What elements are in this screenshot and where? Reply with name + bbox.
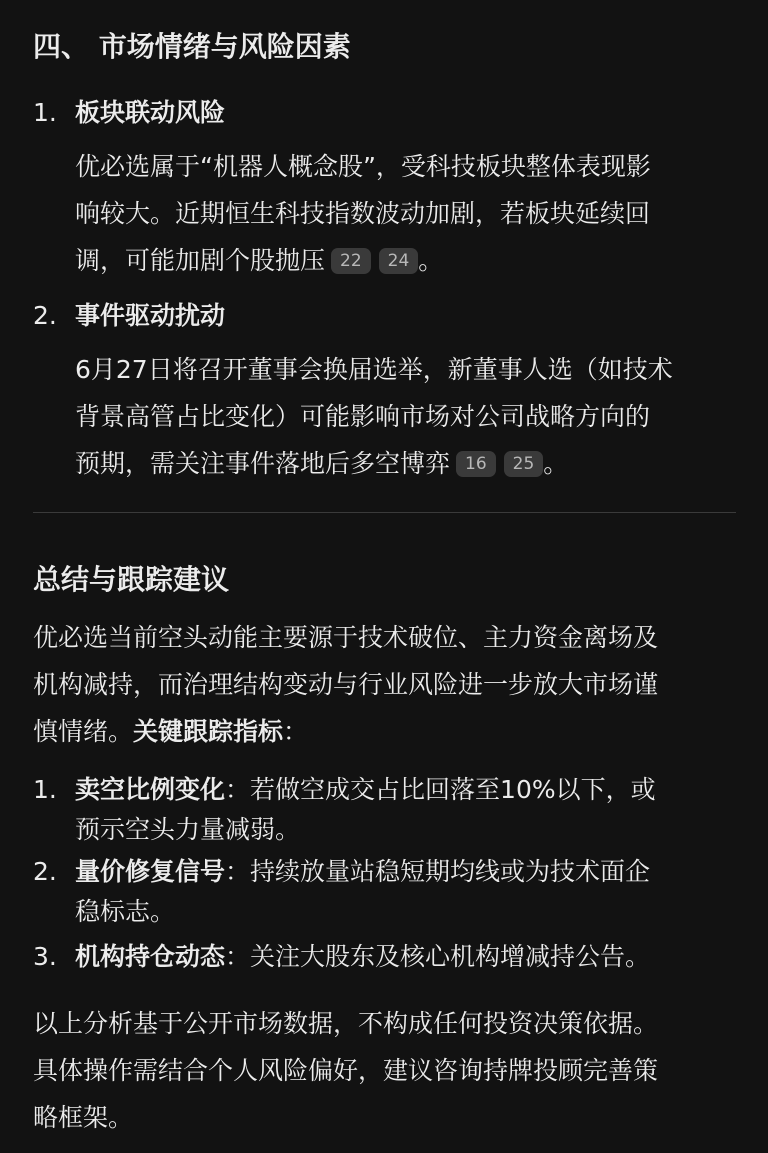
citation-badge[interactable]: 24 xyxy=(379,248,419,274)
text-span: 。 xyxy=(543,449,569,478)
list-item xyxy=(33,296,736,487)
section-heading: 总结与跟踪建议 xyxy=(33,563,230,596)
text-line: 机构减持，而治理结构变动与行业风险进一步放大市场谨 xyxy=(33,670,659,699)
text-span: 。 xyxy=(418,246,444,275)
list-number: 1. xyxy=(33,98,57,127)
citation-badge[interactable]: 22 xyxy=(331,248,371,274)
text-line: 背景高管占比变化）可能影响市场对公司战略方向的 xyxy=(75,402,651,431)
list-number: 2. xyxy=(33,857,57,886)
text-span: 预期，需关注事件落地后多空博弈 xyxy=(75,449,451,478)
text-line xyxy=(75,440,736,487)
text-line: 具体操作需结合个人风险偏好，建议咨询持牌投顾完善策 xyxy=(33,1056,659,1085)
indicator-item xyxy=(33,770,736,850)
text-span: 慎情绪。 xyxy=(33,717,134,746)
indicator-text: 持续放量站稳短期均线或为技术面企 xyxy=(250,857,651,886)
text-line: 优必选属于“机器人概念股”，受科技板块整体表现影 xyxy=(75,152,651,181)
citation-badge[interactable]: 25 xyxy=(504,451,544,477)
text-line: 优必选当前空头动能主要源于技术破位、主力资金离场及 xyxy=(33,623,659,652)
indicator-text: 稳标志。 xyxy=(75,897,176,926)
emphasis-text: 关键跟踪指标 xyxy=(133,717,284,746)
citation-badge[interactable]: 16 xyxy=(456,451,496,477)
list-item-body xyxy=(33,143,736,284)
text-line: 以上分析基于公开市场数据，不构成任何投资决策依据。 xyxy=(33,1009,659,1038)
list-number: 2. xyxy=(33,301,57,330)
list-number: 3. xyxy=(33,942,57,971)
section-divider xyxy=(33,512,736,513)
text-span: ： xyxy=(225,775,251,804)
indicator-label: 机构持仓动态 xyxy=(75,942,226,971)
text-span: 调，可能加剧个股抛压 xyxy=(75,246,326,275)
indicator-text: 若做空成交占比回落至10%以下，或 xyxy=(250,775,656,804)
text-line: 响较大。近期恒生科技指数波动加剧，若板块延续回 xyxy=(75,199,651,228)
text-span: ： xyxy=(225,857,251,886)
list-item xyxy=(33,93,736,284)
disclaimer-paragraph xyxy=(33,1000,736,1141)
text-span: ： xyxy=(283,717,309,746)
section-heading: 四、 市场情绪与风险因素 xyxy=(33,30,351,63)
indicator-item xyxy=(33,852,736,932)
indicator-text: 预示空头力量减弱。 xyxy=(75,815,301,844)
indicator-label: 量价修复信号 xyxy=(75,857,226,886)
indicator-text: 关注大股东及核心机构增减持公告。 xyxy=(250,942,651,971)
list-item-heading xyxy=(33,296,736,336)
list-item-heading xyxy=(33,93,736,133)
text-span: ： xyxy=(225,942,251,971)
indicator-item xyxy=(33,937,736,977)
list-item-body xyxy=(33,346,736,487)
text-line: 略框架。 xyxy=(33,1103,134,1132)
list-item-title: 板块联动风险 xyxy=(75,98,226,127)
summary-paragraph xyxy=(33,614,736,755)
indicator-label: 卖空比例变化 xyxy=(75,775,226,804)
text-line xyxy=(33,708,736,755)
list-number: 1. xyxy=(33,775,57,804)
text-line xyxy=(75,237,736,284)
text-line: 6月27日将召开董事会换届选举，新董事人选（如技术 xyxy=(75,355,673,384)
list-item-title: 事件驱动扰动 xyxy=(75,301,226,330)
